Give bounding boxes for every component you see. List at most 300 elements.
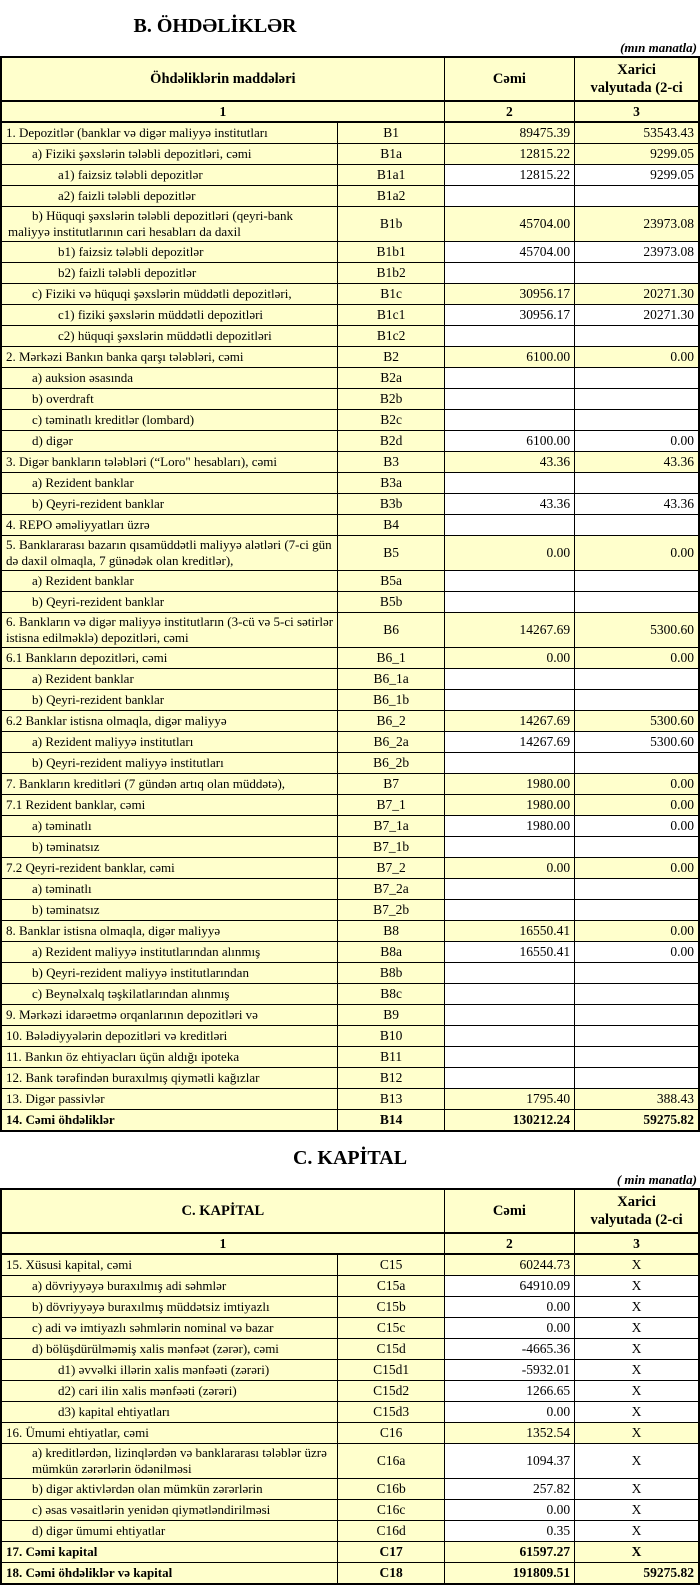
row-foreign-value: 5300.60: [575, 711, 699, 732]
row-label: 9. Mərkəzi idarəetmə orqanlarının depozitləri və: [1, 1005, 338, 1026]
row-foreign-value: [575, 263, 699, 284]
table-row: [1, 186, 699, 207]
row-code: B8b: [338, 963, 444, 984]
row-foreign-value: X: [575, 1318, 699, 1339]
table-row: [1, 613, 699, 648]
row-foreign-value: [575, 669, 699, 690]
row-label: 5. Banklararası bazarın qısamüddətli maliyyə alətləri (7-ci gün də daxil olmaqla, 7 günədək olan kreditlər),: [1, 536, 338, 571]
section-c-unit-note: ( min manatla): [616, 1172, 697, 1187]
table-row: [1, 1521, 699, 1542]
row-foreign-value: [575, 592, 699, 613]
row-total-value: [444, 186, 574, 207]
row-foreign-value: 23973.08: [575, 242, 699, 263]
row-label: a) Rezident banklar: [1, 473, 338, 494]
row-foreign-value: [575, 389, 699, 410]
balance-sheet-page: [0, 14, 700, 1585]
row-foreign-value: [575, 690, 699, 711]
row-total-value: -4665.36: [444, 1339, 574, 1360]
row-code: B6_1a: [338, 669, 444, 690]
row-code: B6_2: [338, 711, 444, 732]
items-column-header: C. KAPİTAL: [1, 1189, 444, 1233]
row-foreign-value: 0.00: [575, 347, 699, 368]
row-code: B13: [338, 1089, 444, 1110]
row-code: C16b: [338, 1479, 444, 1500]
row-total-value: [444, 473, 574, 494]
row-label: b) Hüquqi şəxslərin tələbli depozitləri (qeyri-bank maliyyə institutlarının cari hesabları da daxil: [1, 207, 338, 242]
row-code: C15d1: [338, 1360, 444, 1381]
row-code: B2d: [338, 431, 444, 452]
row-foreign-value: X: [575, 1479, 699, 1500]
row-label: 13. Digər passivlər: [1, 1089, 338, 1110]
row-total-value: 12815.22: [444, 165, 574, 186]
column-number-3: 3: [575, 1233, 699, 1254]
row-total-value: [444, 326, 574, 347]
row-total-value: 14267.69: [444, 732, 574, 753]
row-code: B7_2b: [338, 900, 444, 921]
capital-header-row: [1, 1189, 699, 1233]
column-number-2: 2: [444, 101, 574, 122]
row-total-value: [444, 690, 574, 711]
row-label: a) təminatlı: [1, 816, 338, 837]
row-label: b) dövriyyəyə buraxılmış müddətsiz imtiyazlı: [1, 1297, 338, 1318]
table-row: [1, 144, 699, 165]
row-total-value: 0.00: [444, 648, 574, 669]
row-foreign-value: 9299.05: [575, 144, 699, 165]
row-foreign-value: 59275.82: [575, 1563, 699, 1585]
row-total-value: 0.00: [444, 1500, 574, 1521]
row-label: 4. REPO əməliyyatları üzrə: [1, 515, 338, 536]
row-foreign-value: [575, 879, 699, 900]
table-row: [1, 305, 699, 326]
row-total-value: 1795.40: [444, 1089, 574, 1110]
row-total-value: [444, 879, 574, 900]
table-row: [1, 732, 699, 753]
row-label: c) Fiziki və hüquqi şəxslərin müddətli depozitləri,: [1, 284, 338, 305]
row-code: B14: [338, 1110, 444, 1132]
row-code: B12: [338, 1068, 444, 1089]
row-total-value: [444, 571, 574, 592]
row-label: 6. Bankların və digər maliyyə institutların (3-cü və 5-ci sətirlər istisna edilməklə) depozitləri, cəmi: [1, 613, 338, 648]
row-label: 7.2 Qeyri-rezident banklar, cəmi: [1, 858, 338, 879]
row-label: c) adi və imtiyazlı səhmlərin nominal və bazar: [1, 1318, 338, 1339]
row-label: a) Rezident banklar: [1, 571, 338, 592]
table-row: [1, 284, 699, 305]
row-label: 6.2 Banklar istisna olmaqla, digər maliyyə: [1, 711, 338, 732]
row-foreign-value: 5300.60: [575, 732, 699, 753]
table-row: [1, 1047, 699, 1068]
row-code: B6_1b: [338, 690, 444, 711]
row-foreign-value: X: [575, 1339, 699, 1360]
row-label: d) digər ümumi ehtiyatlar: [1, 1521, 338, 1542]
row-foreign-value: X: [575, 1381, 699, 1402]
table-row: [1, 858, 699, 879]
row-total-value: 60244.73: [444, 1254, 574, 1276]
row-code: B3: [338, 452, 444, 473]
row-foreign-value: 43.36: [575, 452, 699, 473]
row-code: B9: [338, 1005, 444, 1026]
row-total-value: [444, 1068, 574, 1089]
row-code: B6_2a: [338, 732, 444, 753]
row-code: C16: [338, 1423, 444, 1444]
table-row: [1, 1005, 699, 1026]
row-total-value: 1980.00: [444, 816, 574, 837]
row-total-value: 45704.00: [444, 207, 574, 242]
row-label: b) Qeyri-rezident banklar: [1, 592, 338, 613]
table-row: [1, 921, 699, 942]
table-row: [1, 1423, 699, 1444]
row-label: d2) cari ilin xalis mənfəəti (zərəri): [1, 1381, 338, 1402]
table-row: [1, 242, 699, 263]
capital-column-number-row: [1, 1233, 699, 1254]
row-total-value: 43.36: [444, 494, 574, 515]
row-foreign-value: 20271.30: [575, 305, 699, 326]
row-total-value: [444, 963, 574, 984]
total-column-header: Cəmi: [444, 57, 574, 101]
row-foreign-value: [575, 410, 699, 431]
row-label: b) overdraft: [1, 389, 338, 410]
row-total-value: 64910.09: [444, 1276, 574, 1297]
row-label: 7. Bankların kreditləri (7 gündən artıq olan müddətə),: [1, 774, 338, 795]
column-number-1: 1: [1, 1233, 444, 1254]
row-label: 8. Banklar istisna olmaqla, digər maliyyə: [1, 921, 338, 942]
row-foreign-value: 0.00: [575, 648, 699, 669]
liabilities-rows: [1, 122, 699, 1131]
row-foreign-value: [575, 473, 699, 494]
row-foreign-value: [575, 1068, 699, 1089]
row-label: a) Rezident banklar: [1, 669, 338, 690]
row-label: a) dövriyyəyə buraxılmış adi səhmlər: [1, 1276, 338, 1297]
table-row: [1, 1026, 699, 1047]
table-row: [1, 473, 699, 494]
row-label: b1) faizsiz tələbli depozitlər: [1, 242, 338, 263]
table-row: [1, 984, 699, 1005]
row-label: 2. Mərkəzi Bankın banka qarşı tələbləri, cəmi: [1, 347, 338, 368]
row-label: c1) fiziki şəxslərin müddətli depozitləri: [1, 305, 338, 326]
row-total-value: 14267.69: [444, 711, 574, 732]
table-row: [1, 1254, 699, 1276]
table-row: [1, 536, 699, 571]
row-foreign-value: 43.36: [575, 494, 699, 515]
row-code: B7_1b: [338, 837, 444, 858]
row-code: B5: [338, 536, 444, 571]
table-row: [1, 165, 699, 186]
row-foreign-value: X: [575, 1444, 699, 1479]
row-code: B8: [338, 921, 444, 942]
column-number-2: 2: [444, 1233, 574, 1254]
row-code: B6_1: [338, 648, 444, 669]
row-code: C15d: [338, 1339, 444, 1360]
row-foreign-value: 0.00: [575, 774, 699, 795]
row-code: B3a: [338, 473, 444, 494]
row-label: a) təminatlı: [1, 879, 338, 900]
row-code: C15a: [338, 1276, 444, 1297]
table-row: [1, 1500, 699, 1521]
row-total-value: 12815.22: [444, 144, 574, 165]
table-row: [1, 1563, 699, 1585]
row-code: B10: [338, 1026, 444, 1047]
table-row: [1, 1479, 699, 1500]
row-code: B5a: [338, 571, 444, 592]
row-label: b) Qeyri-rezident banklar: [1, 494, 338, 515]
row-foreign-value: 23973.08: [575, 207, 699, 242]
row-label: 16. Ümumi ehtiyatlar, cəmi: [1, 1423, 338, 1444]
row-code: B1a: [338, 144, 444, 165]
section-gap: [0, 1132, 700, 1146]
table-row: [1, 368, 699, 389]
table-row: [1, 1089, 699, 1110]
row-total-value: [444, 263, 574, 284]
column-number-1: 1: [1, 101, 444, 122]
row-label: 17. Cəmi kapital: [1, 1542, 338, 1563]
row-foreign-value: X: [575, 1254, 699, 1276]
row-label: a) auksion əsasında: [1, 368, 338, 389]
row-total-value: [444, 753, 574, 774]
table-row: [1, 494, 699, 515]
row-label: a) kreditlərdən, lizinqlərdən və banklararası tələblər üzrə mümkün zərərlərin ödənilməsi: [1, 1444, 338, 1479]
row-code: B11: [338, 1047, 444, 1068]
row-total-value: 191809.51: [444, 1563, 574, 1585]
row-foreign-value: X: [575, 1521, 699, 1542]
row-total-value: 0.00: [444, 1402, 574, 1423]
liabilities-header-row: [1, 57, 699, 101]
row-total-value: -5932.01: [444, 1360, 574, 1381]
table-row: [1, 452, 699, 473]
row-foreign-value: [575, 1026, 699, 1047]
table-row: [1, 263, 699, 284]
table-row: [1, 774, 699, 795]
table-row: [1, 648, 699, 669]
row-total-value: 1094.37: [444, 1444, 574, 1479]
row-foreign-value: 0.00: [575, 921, 699, 942]
table-row: [1, 879, 699, 900]
row-foreign-value: [575, 1005, 699, 1026]
foreign-currency-column-header: Xarici valyutada (2-ci: [575, 57, 699, 101]
row-code: C15b: [338, 1297, 444, 1318]
table-row: [1, 711, 699, 732]
row-total-value: 130212.24: [444, 1110, 574, 1132]
table-row: [1, 1339, 699, 1360]
row-label: 10. Bələdiyyələrin depozitləri və kreditləri: [1, 1026, 338, 1047]
table-row: [1, 1444, 699, 1479]
row-foreign-value: [575, 963, 699, 984]
row-total-value: [444, 1005, 574, 1026]
row-label: b) təminatsız: [1, 900, 338, 921]
row-label: a) Rezident maliyyə institutlarından alınmış: [1, 942, 338, 963]
table-row: [1, 1402, 699, 1423]
total-column-header: Cəmi: [444, 1189, 574, 1233]
row-foreign-value: [575, 984, 699, 1005]
row-code: C16a: [338, 1444, 444, 1479]
row-code: B1b2: [338, 263, 444, 284]
row-code: C15c: [338, 1318, 444, 1339]
row-total-value: 45704.00: [444, 242, 574, 263]
row-total-value: [444, 1047, 574, 1068]
row-label: a) Fiziki şəxslərin tələbli depozitləri, cəmi: [1, 144, 338, 165]
items-column-header: Öhdəliklərin maddələri: [1, 57, 444, 101]
table-row: [1, 753, 699, 774]
row-total-value: 1980.00: [444, 774, 574, 795]
row-total-value: 16550.41: [444, 942, 574, 963]
row-total-value: 0.35: [444, 1521, 574, 1542]
foreign-currency-column-header: Xarici valyutada (2-ci: [575, 1189, 699, 1233]
row-label: a2) faizli tələbli depozitlər: [1, 186, 338, 207]
row-foreign-value: X: [575, 1276, 699, 1297]
row-total-value: [444, 669, 574, 690]
table-row: [1, 347, 699, 368]
row-label: d1) əvvəlki illərin xalis mənfəəti (zərəri): [1, 1360, 338, 1381]
row-label: b) təminatsız: [1, 837, 338, 858]
row-code: C16c: [338, 1500, 444, 1521]
row-label: d) bölüşdürülməmiş xalis mənfəət (zərər), cəmi: [1, 1339, 338, 1360]
row-label: d) digər: [1, 431, 338, 452]
row-total-value: 0.00: [444, 536, 574, 571]
row-label: b) Qeyri-rezident banklar: [1, 690, 338, 711]
row-code: B6: [338, 613, 444, 648]
row-foreign-value: X: [575, 1423, 699, 1444]
section-b-title: B. ÖHDƏLİKLƏR: [133, 15, 297, 37]
row-label: 11. Bankın öz ehtiyacları üçün aldığı ipoteka: [1, 1047, 338, 1068]
row-foreign-value: 0.00: [575, 942, 699, 963]
row-code: B1: [338, 122, 444, 144]
row-total-value: 1980.00: [444, 795, 574, 816]
table-row: [1, 1542, 699, 1563]
row-foreign-value: [575, 515, 699, 536]
table-row: [1, 1360, 699, 1381]
row-total-value: 16550.41: [444, 921, 574, 942]
row-total-value: 89475.39: [444, 122, 574, 144]
table-row: [1, 592, 699, 613]
table-row: [1, 389, 699, 410]
row-code: B5b: [338, 592, 444, 613]
row-total-value: [444, 592, 574, 613]
row-code: C16d: [338, 1521, 444, 1542]
table-row: [1, 837, 699, 858]
row-code: C15d3: [338, 1402, 444, 1423]
capital-table: [0, 1188, 700, 1585]
row-label: 12. Bank tərəfindən buraxılmış qiymətli kağızlar: [1, 1068, 338, 1089]
row-total-value: [444, 410, 574, 431]
row-foreign-value: 5300.60: [575, 613, 699, 648]
row-foreign-value: [575, 571, 699, 592]
table-row: [1, 515, 699, 536]
row-total-value: [444, 368, 574, 389]
table-row: [1, 1318, 699, 1339]
row-total-value: 0.00: [444, 1318, 574, 1339]
row-code: B7: [338, 774, 444, 795]
row-total-value: 14267.69: [444, 613, 574, 648]
table-row: [1, 1110, 699, 1132]
row-label: 18. Cəmi öhdəliklər və kapital: [1, 1563, 338, 1585]
row-foreign-value: [575, 837, 699, 858]
row-foreign-value: X: [575, 1500, 699, 1521]
row-foreign-value: X: [575, 1542, 699, 1563]
row-code: B8c: [338, 984, 444, 1005]
row-code: B2b: [338, 389, 444, 410]
row-foreign-value: X: [575, 1360, 699, 1381]
row-foreign-value: [575, 326, 699, 347]
row-total-value: 1352.54: [444, 1423, 574, 1444]
table-row: [1, 571, 699, 592]
row-label: b) digər aktivlərdən olan mümkün zərərlərin: [1, 1479, 338, 1500]
row-foreign-value: [575, 753, 699, 774]
liabilities-table: [0, 56, 700, 1132]
row-code: B2: [338, 347, 444, 368]
row-foreign-value: 0.00: [575, 858, 699, 879]
row-code: B6_2b: [338, 753, 444, 774]
row-code: B7_2: [338, 858, 444, 879]
row-label: c) əsas vəsaitlərin yenidən qiymətləndirilməsi: [1, 1500, 338, 1521]
table-row: [1, 326, 699, 347]
row-code: C17: [338, 1542, 444, 1563]
table-row: [1, 1276, 699, 1297]
row-foreign-value: [575, 900, 699, 921]
section-c-title: C. KAPİTAL: [292, 1147, 408, 1169]
row-code: B1a1: [338, 165, 444, 186]
row-code: C18: [338, 1563, 444, 1585]
row-total-value: 0.00: [444, 1297, 574, 1318]
row-total-value: 30956.17: [444, 284, 574, 305]
row-label: b) Qeyri-rezident maliyyə institutları: [1, 753, 338, 774]
table-row: [1, 963, 699, 984]
table-row: [1, 942, 699, 963]
table-row: [1, 900, 699, 921]
row-total-value: 6100.00: [444, 347, 574, 368]
row-code: C15: [338, 1254, 444, 1276]
row-foreign-value: 0.00: [575, 816, 699, 837]
row-total-value: [444, 515, 574, 536]
table-row: [1, 207, 699, 242]
row-code: B1c1: [338, 305, 444, 326]
row-foreign-value: 53543.43: [575, 122, 699, 144]
row-total-value: 43.36: [444, 452, 574, 473]
row-foreign-value: 20271.30: [575, 284, 699, 305]
row-label: c2) hüquqi şəxslərin müddətli depozitləri: [1, 326, 338, 347]
column-number-3: 3: [575, 101, 699, 122]
row-foreign-value: [575, 1047, 699, 1068]
row-label: b) Qeyri-rezident maliyyə institutlarından: [1, 963, 338, 984]
row-code: B7_2a: [338, 879, 444, 900]
row-code: C15d2: [338, 1381, 444, 1402]
row-code: B3b: [338, 494, 444, 515]
liabilities-column-number-row: [1, 101, 699, 122]
row-total-value: 30956.17: [444, 305, 574, 326]
row-code: B2c: [338, 410, 444, 431]
table-row: [1, 1381, 699, 1402]
row-foreign-value: 0.00: [575, 795, 699, 816]
row-total-value: [444, 1026, 574, 1047]
row-total-value: [444, 900, 574, 921]
table-row: [1, 816, 699, 837]
row-total-value: 1266.65: [444, 1381, 574, 1402]
row-code: B7_1a: [338, 816, 444, 837]
row-label: c) Beynəlxalq təşkilatlarından alınmış: [1, 984, 338, 1005]
row-foreign-value: X: [575, 1297, 699, 1318]
row-label: 14. Cəmi öhdəliklər: [1, 1110, 338, 1132]
row-foreign-value: 9299.05: [575, 165, 699, 186]
capital-rows: [1, 1254, 699, 1584]
row-code: B1c: [338, 284, 444, 305]
row-label: c) təminatlı kreditlər (lombard): [1, 410, 338, 431]
row-total-value: 6100.00: [444, 431, 574, 452]
row-code: B1c2: [338, 326, 444, 347]
row-foreign-value: 0.00: [575, 431, 699, 452]
row-total-value: [444, 389, 574, 410]
row-label: b2) faizli tələbli depozitlər: [1, 263, 338, 284]
row-code: B8a: [338, 942, 444, 963]
row-total-value: 0.00: [444, 858, 574, 879]
row-label: 3. Digər bankların tələbləri (“Loro" hesabları), cəmi: [1, 452, 338, 473]
row-label: 7.1 Rezident banklar, cəmi: [1, 795, 338, 816]
